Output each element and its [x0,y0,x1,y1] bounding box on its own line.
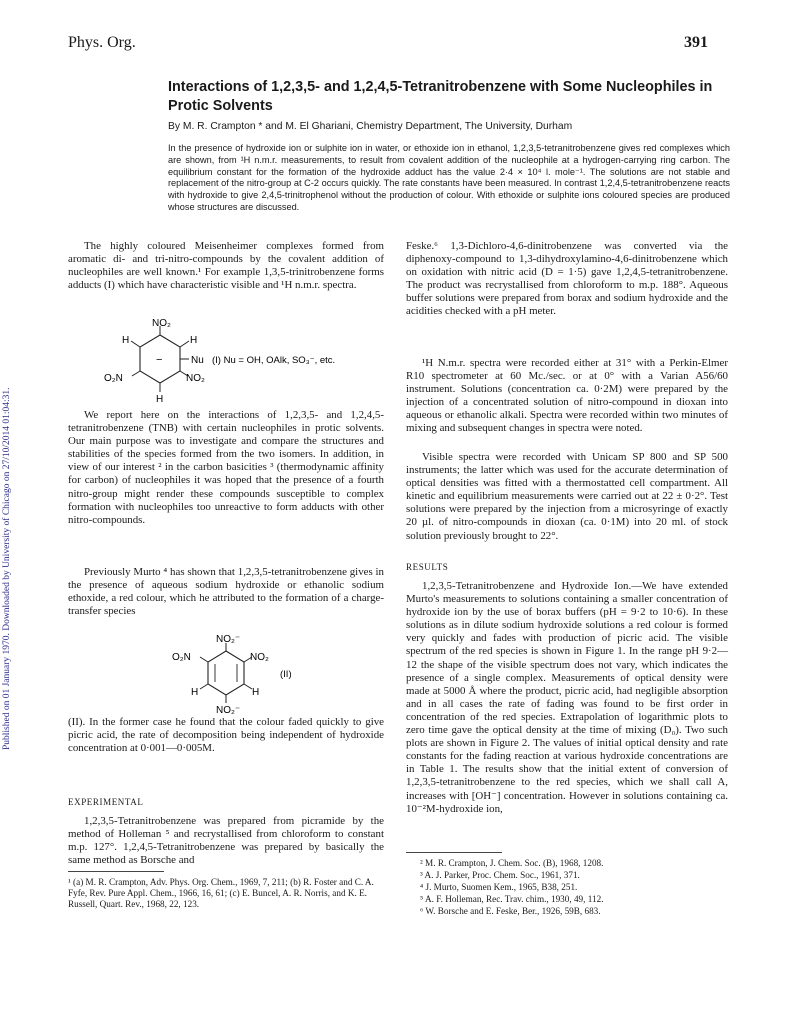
s1-caption: (I) Nu = OH, OAlk, SO₃⁻, etc. [212,355,336,366]
s1-left-no2: O₂N [104,373,123,384]
s1-right-no2: NO₂ [186,373,205,384]
experimental-heading: EXPERIMENTAL [68,797,144,807]
s1-nu: Nu [191,355,204,366]
s2-bottom: NO₂⁻ [216,705,241,715]
right-paragraph-1: Feske.⁶ 1,3-Dichloro-4,6-dinitrobenzene was converted via the diphenoxy-compound to 1,3-dihydroxylamino-4,6-dinitrobenzene which on oxidation with nitric acid (D = 1·5) gave 1,2,4,5-tetranitrobenzene. The product was recrystallised from chloroform to m.p. 188°. Aqueous buffer solutions were prepared from borax and sodium hydroxide and the acidities checked with a pH meter. [406,240,728,318]
footnote-4: ⁴ J. Murto, Suomen Kem., 1965, B38, 251. [420,882,578,892]
left-paragraph-4: (II). In the former case he found that the colour faded quickly to give picric acid, the rate of decomposition being independent of hydroxide concentration at 0·001—0·005M. [68,716,384,755]
footnote-3: ³ A. J. Parker, Proc. Chem. Soc., 1961, 371. [420,870,580,880]
footnote-rule-left [68,871,164,872]
s1-top-no2: NO₂ [152,318,171,329]
s2-h-right: H [252,687,260,698]
footnote-rule-right [406,852,502,853]
s2-h-left: H [191,687,199,698]
footnote-2: ² M. R. Crampton, J. Chem. Soc. (B), 1968, 1208. [420,858,604,868]
journal-name: Phys. Org. [68,34,136,51]
download-notice: Published on 01 January 1970. Downloaded by University of Chicago on 27/10/2014 01:04:31. [2,387,12,750]
structure-II [170,633,330,715]
structure-I [94,318,386,404]
right-paragraph-3: Visible spectra were recorded with Unicam SP 800 and SP 500 instruments; the latter which was used for the accurate determination of optical densities was fitted with a thermostatted cell compartment. All kinetic and equilibrium measurements were carried out at 22 ± 0·2°. Test solutions were prepared by the injection from a microsyringe of exactly 20 µl. of nitro-compounds in dioxan (ca. 0·1M) into 20 ml. of stock solution previously brought to 22°. [406,451,728,542]
right-paragraph-2: ¹H N.m.r. spectra were recorded either at 31° with a Perkin-Elmer R10 spectrometer at 60 Mc./sec. or at 0° with a Varian A56/60 instrument. Solutions (concentration ca. 0·2M) were prepared by the injection of a concentrated solution of nitro-compound in dioxan into aqueous or ethanolic alkali. Spectra were recorded within two minutes of mixing and subsequent changes in spectra were noted. [406,357,728,435]
footnote-6: ⁶ W. Borsche and E. Feske, Ber., 1926, 59B, 683. [420,906,601,916]
article-title: Interactions of 1,2,3,5- and 1,2,4,5-Tetranitrobenzene with Some Nucleophiles in Protic Solvents [168,79,713,114]
footnote-1: ¹ (a) M. R. Crampton, Adv. Phys. Org. Chem., 1969, 7, 211; (b) R. Foster and C. A. Fyfe, Rev. Pure Appl. Chem., 1966, 16, 61; (c) E. Buncel, A. R. Norris, and K. E. Russell, Quart. Rev., 1968, 22, 123. [68,877,374,910]
left-paragraph-1: The highly coloured Meisenheimer complexes formed from aromatic di- and tri-nitro-compounds by the covalent addition of nucleophiles are well known.¹ For example 1,3,5-trinitrobenzene forms adducts (I) which have characteristic visible and ¹H n.m.r. spectra. [68,240,384,292]
s2-right: NO₂ [250,652,269,663]
s1-h-left: H [122,335,130,346]
left-paragraph-3: Previously Murto ⁴ has shown that 1,2,3,5-tetranitrobenzene gives in the presence of aqueous sodium hydroxide or ethanolic sodium ethoxide, a red colour, which he attributed to the formation of a charge-transfer species [68,566,384,618]
s2-left: O₂N [172,652,191,663]
page-number: 391 [684,34,708,51]
s1-h-right: H [190,335,198,346]
s1-minus: − [156,354,163,366]
left-paragraph-5: 1,2,3,5-Tetranitrobenzene was prepared from picramide by the method of Holleman ⁵ and recrystallised from chloroform to constant m.p. 127°. 1,2,4,5-Tetranitrobenzene was prepared by basically the same method as Borsche and [68,815,384,867]
s2-label: (II) [280,669,292,680]
footnote-5: ⁵ A. F. Holleman, Rec. Trav. chim., 1930, 49, 112. [420,894,604,904]
left-paragraph-2: We report here on the interactions of 1,2,3,5- and 1,2,4,5-tetranitrobenzene (TNB) with certain nucleophiles in protic solvents. Our main purpose was to investigate and compare the structures and stabilities of the species formed from the two isomers. In addition, in view of our interest ² in the carbon basicities ³ (thermodynamic affinity for carbon) of nucleophiles it was hoped that the presence of a fourth nitro-group might render these compounds susceptible to complex formation with nucleophiles too unreactive to form adducts with other nitro-compounds. [68,409,384,526]
s2-top: NO₂⁻ [216,634,241,645]
right-paragraph-4: 1,2,3,5-Tetranitrobenzene and Hydroxide Ion.—We have extended Murto's measurements to solutions containing a smaller concentration of hydroxide ion by the use of borax buffers (pH = 9·2 to 10·6). In these solutions as in dilute sodium hydroxide solutions a red colour is formed very quickly and fades with production of picric acid. The visible spectrum of the red species is shown in Figure 1. In the range pH 9·2—12 the shape of the visible spectrum does not vary, which indicates the presence of a single complex. Measurements of optical density were made at 5000 Å where the product, picric acid, had negligible absorption and in all cases the rate of fading was found to be first order in concentration of the red species. Extrapolation of logarithmic plots to zero time gave the optical density at the time of mixing (D₀). Two such plots are shown in Figure 2. The values of initial optical density and rate constants for the fading reaction at various hydroxide concentrations are in Table 1. The results show that the initial extent of conversion of 1,2,3,5-tetranitrobenzene to the red species, which we shall call A, increases with [OH⁻] concentration. However in solutions containing ca. 10⁻²M-hydroxide ion, [406,580,728,815]
authors-line: By M. R. Crampton * and M. El Ghariani, Chemistry Department, The University, Durham [168,121,573,132]
results-heading: RESULTS [406,562,449,572]
abstract: In the presence of hydroxide ion or sulphite ion in water, or ethoxide ion in ethanol, 1,2,3,5-tetranitrobenzene gives red complexes which are shown, from ¹H n.m.r. measurements, to result from covalent addition of the nucleophile at a hydrogen-carrying ring carbon. The equilibrium constant for the formation of the hydroxide adduct has the value 2·4 × 10⁴ l. mole⁻¹. The solutions are not stable and replacement of the nitro-group at C-2 occurs quickly. The rate constants have been measured. In contrast 1,2,4,5-tetranitrobenzene reacts with hydroxide to give 2,4,5-trinitrophenol without the production of colour. With ethoxide or sulphite ions coloured species are produced whose structures are discussed. [168,143,730,212]
s1-bottom-h: H [156,394,164,404]
